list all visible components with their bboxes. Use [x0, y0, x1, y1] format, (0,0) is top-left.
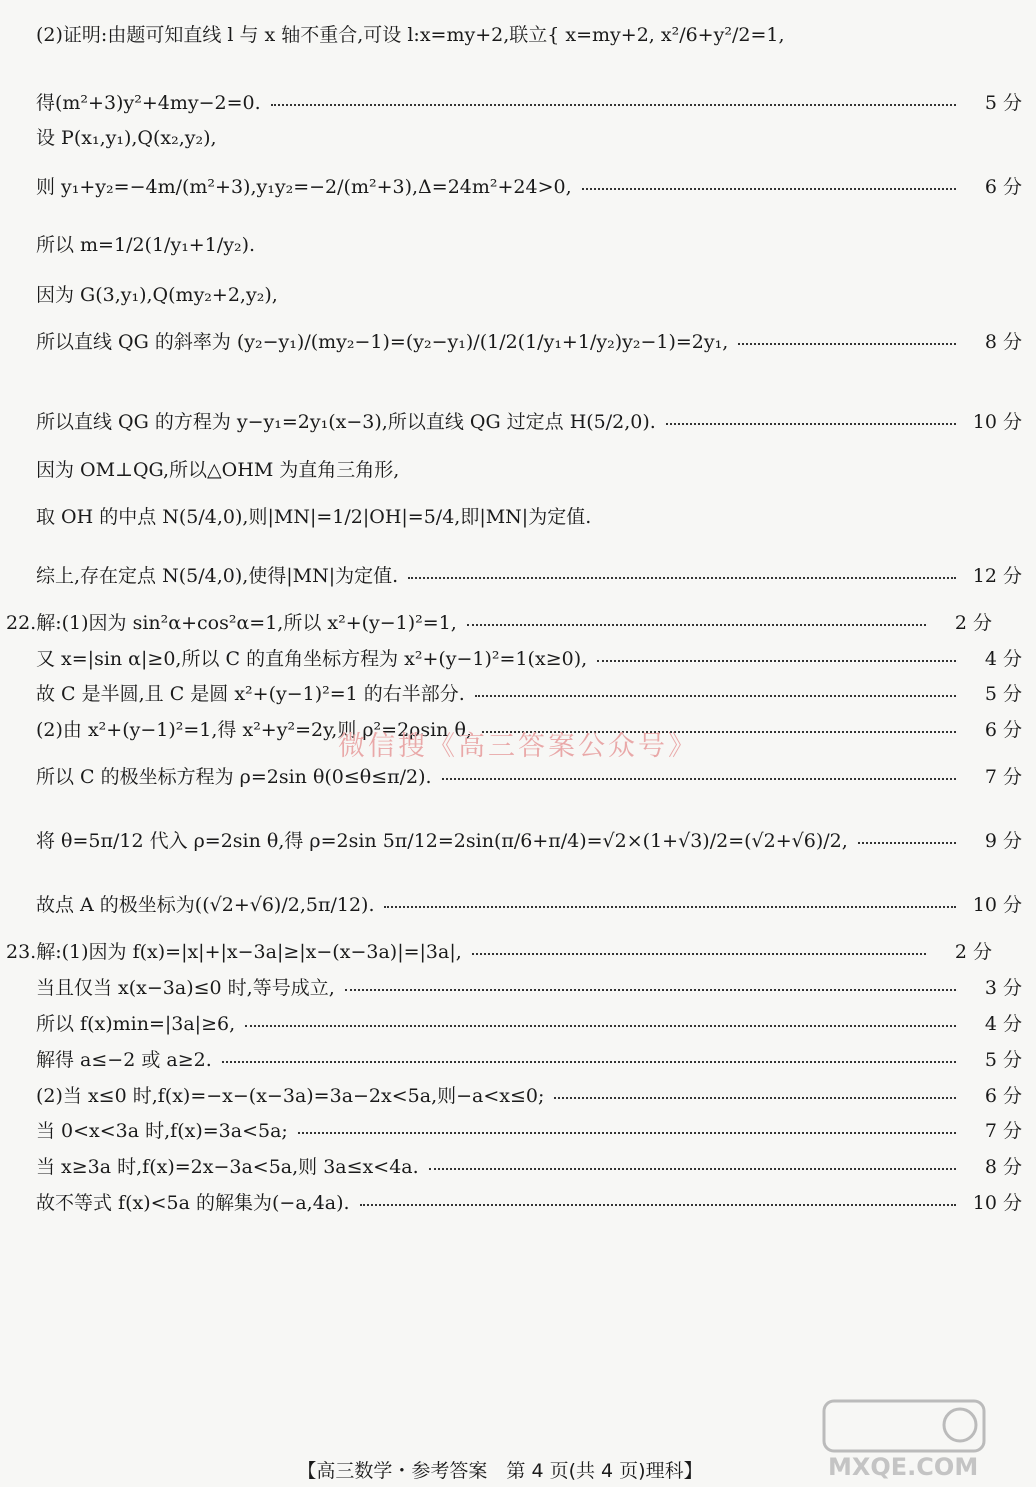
line-text: 故 C 是半圆,且 C 是圆 x²+(y−1)²=1 的右半部分.: [36, 683, 465, 705]
leader-dots: [408, 577, 956, 579]
text-line: [0, 331, 1036, 354]
score-label: 2 分: [954, 941, 992, 963]
line-text: (2)证明:由题可知直线 l 与 x 轴不重合,可设 l:x=my+2,联立{ x=my+2, x²/6+y²/2=1,: [36, 24, 785, 46]
text-line: [0, 24, 1036, 47]
text-line: [0, 1049, 1036, 1072]
line-text: 故不等式 f(x)<5a 的解集为(−a,4a).: [36, 1192, 350, 1214]
score-label: 5 分: [984, 92, 1022, 114]
text-line: [0, 766, 1036, 789]
score-label: 8 分: [984, 331, 1022, 353]
leader-dots: [666, 423, 956, 425]
score-label: 9 分: [984, 830, 1022, 852]
score-label: 2 分: [954, 612, 992, 634]
text-line: [0, 92, 1036, 115]
line-text: 又 x=|sin α|≥0,所以 C 的直角坐标方程为 x²+(y−1)²=1(x≥0),: [36, 648, 588, 670]
leader-dots: [597, 660, 956, 662]
line-text: (2)由 x²+(y−1)²=1,得 x²+y²=2y,则 ρ²=2ρsin θ,: [36, 719, 472, 741]
text-line: [0, 565, 1036, 588]
score-label: 10 分: [972, 1192, 1022, 1214]
text-line: [0, 612, 1006, 635]
leader-dots: [475, 695, 956, 697]
line-text: 所以直线 QG 的斜率为 (y₂−y₁)/(my₂−1)=(y₂−y₁)/(1/2(1/y₁+1/y₂)y₂−1)=2y₁,: [36, 331, 729, 353]
watermark-text: 微信搜《高三答案公众号》: [338, 731, 698, 762]
line-text: 所以 f(x)min=|3a|≥6,: [36, 1013, 236, 1035]
line-text: 设 P(x₁,y₁),Q(x₂,y₂),: [36, 127, 217, 149]
score-label: 10 分: [972, 411, 1022, 433]
line-text: 22.解:(1)因为 sin²α+cos²α=1,所以 x²+(y−1)²=1,: [6, 612, 457, 634]
text-line: [0, 411, 1036, 434]
line-text: (2)当 x≤0 时,f(x)=−x−(x−3a)=3a−2x<5a,则−a<x≤0;: [36, 1085, 545, 1107]
text-line: [0, 683, 1036, 706]
score-label: 7 分: [984, 1120, 1022, 1142]
line-text: 因为 OM⊥QG,所以△OHM 为直角三角形,: [36, 459, 400, 481]
leader-dots: [271, 104, 956, 106]
line-text: 当且仅当 x(x−3a)≤0 时,等号成立,: [36, 977, 335, 999]
text-line: [0, 1013, 1036, 1036]
line-text: 将 θ=5π/12 代入 ρ=2sin θ,得 ρ=2sin 5π/12=2sin(π/6+π/4)=√2×(1+√3)/2=(√2+√6)/2,: [36, 830, 848, 852]
score-label: 4 分: [984, 1013, 1022, 1035]
text-line: [0, 941, 1006, 964]
text-line: [0, 459, 1036, 482]
leader-dots: [738, 343, 956, 345]
text-line: [0, 1156, 1036, 1179]
text-line: [0, 176, 1036, 199]
leader-dots: [554, 1097, 956, 1099]
leader-dots: [442, 778, 956, 780]
score-label: 8 分: [984, 1156, 1022, 1178]
leader-dots: [360, 1204, 956, 1206]
line-text: 取 OH 的中点 N(5/4,0),则|MN|=1/2|OH|=5/4,即|MN|为定值.: [36, 506, 592, 528]
leader-dots: [582, 188, 956, 190]
score-label: 6 分: [984, 719, 1022, 741]
leader-dots: [429, 1168, 956, 1170]
leader-dots: [467, 624, 926, 626]
line-text: 综上,存在定点 N(5/4,0),使得|MN|为定值.: [36, 565, 399, 587]
line-text: 当 0<x<3a 时,f(x)=3a<5a;: [36, 1120, 288, 1142]
line-text: 当 x≥3a 时,f(x)=2x−3a<5a,则 3a≤x<4a.: [36, 1156, 419, 1178]
score-label: 5 分: [984, 1049, 1022, 1071]
score-label: 10 分: [972, 894, 1022, 916]
score-label: 12 分: [972, 565, 1022, 587]
line-text: 因为 G(3,y₁),Q(my₂+2,y₂),: [36, 284, 278, 306]
text-line: [0, 830, 1036, 853]
text-line: [0, 1120, 1036, 1143]
logo-text: MXQE.COM: [828, 1453, 979, 1481]
line-text: 故点 A 的极坐标为((√2+√6)/2,5π/12).: [36, 894, 375, 916]
line-text: 解得 a≤−2 或 a≥2.: [36, 1049, 212, 1071]
leader-dots: [345, 989, 956, 991]
leader-dots: [472, 953, 926, 955]
text-line: [0, 1192, 1036, 1215]
line-text: 则 y₁+y₂=−4m/(m²+3),y₁y₂=−2/(m²+3),Δ=24m²+24>0,: [36, 176, 572, 198]
line-text: 所以直线 QG 的方程为 y−y₁=2y₁(x−3),所以直线 QG 过定点 H(5/2,0).: [36, 411, 656, 433]
line-text: 所以 C 的极坐标方程为 ρ=2sin θ(0≤θ≤π/2).: [36, 766, 432, 788]
leader-dots: [222, 1061, 956, 1063]
page-footer: 【高三数学・参考答案 第 4 页(共 4 页)理科】: [297, 1460, 703, 1482]
text-line: [0, 894, 1036, 917]
score-label: 5 分: [984, 683, 1022, 705]
text-line: [0, 284, 1036, 307]
line-text: 23.解:(1)因为 f(x)=|x|+|x−3a|≥|x−(x−3a)|=|3a|,: [6, 941, 462, 963]
text-line: [0, 1085, 1036, 1108]
score-label: 3 分: [984, 977, 1022, 999]
leader-dots: [384, 906, 956, 908]
line-text: 得(m²+3)y²+4my−2=0.: [36, 92, 261, 114]
leader-dots: [245, 1025, 956, 1027]
score-label: 6 分: [984, 1085, 1022, 1107]
text-line: [0, 234, 1036, 257]
score-label: 6 分: [984, 176, 1022, 198]
leader-dots: [298, 1132, 956, 1134]
score-label: 4 分: [984, 648, 1022, 670]
text-line: [0, 506, 1036, 529]
text-line: [0, 977, 1036, 1000]
text-line: [0, 127, 1036, 150]
line-text: 所以 m=1/2(1/y₁+1/y₂).: [36, 234, 256, 256]
text-line: [0, 648, 1036, 671]
leader-dots: [858, 842, 956, 844]
score-label: 7 分: [984, 766, 1022, 788]
